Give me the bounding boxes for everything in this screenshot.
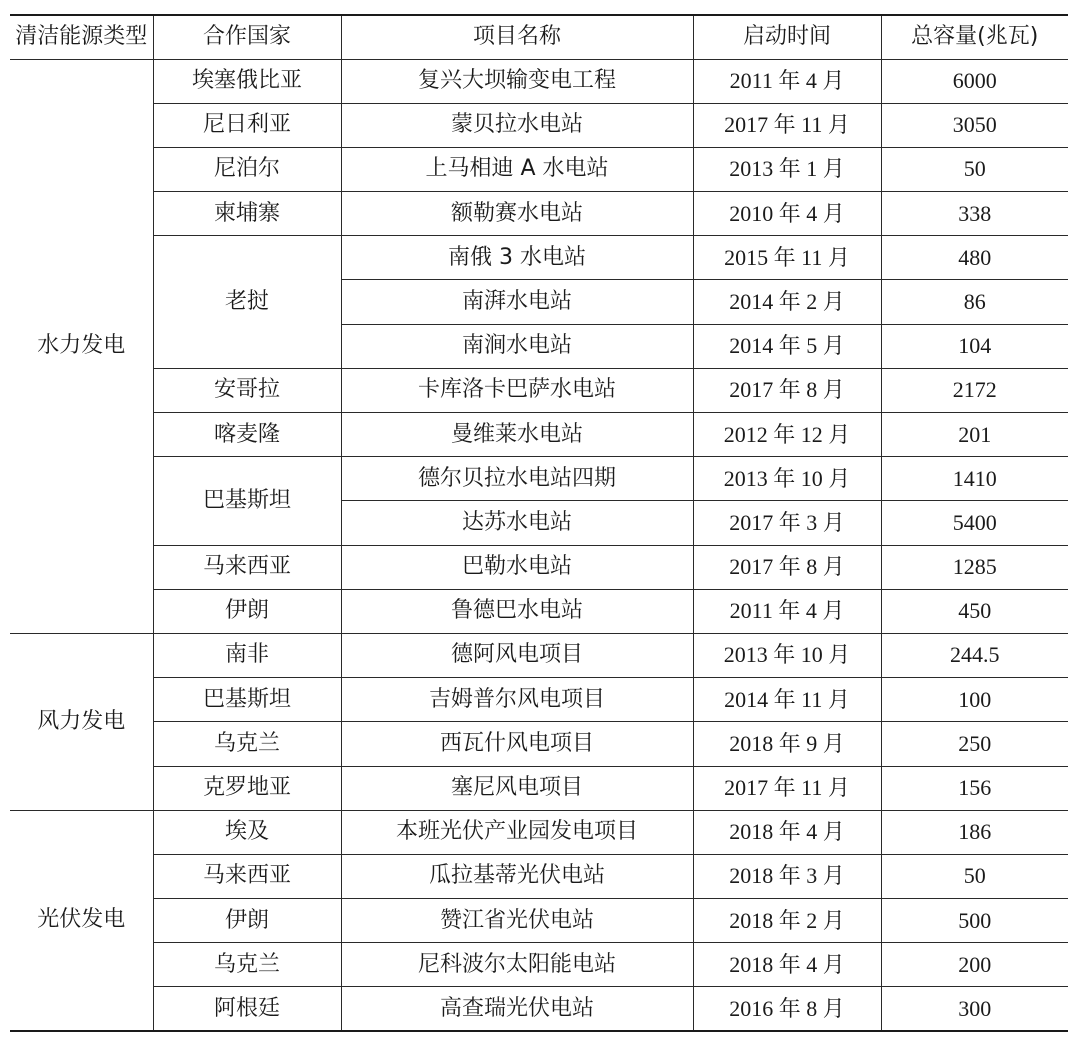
country-cell: 安哥拉 — [153, 368, 341, 412]
capacity-cell: 500 — [881, 899, 1068, 943]
start-date-cell: 2018 年 3 月 — [693, 854, 881, 898]
start-date-cell: 2014 年 2 月 — [693, 280, 881, 324]
project-name-cell: 南涧水电站 — [341, 324, 693, 368]
capacity-cell: 480 — [881, 236, 1068, 280]
capacity-cell: 104 — [881, 324, 1068, 368]
start-date-cell: 2013 年 10 月 — [693, 633, 881, 677]
table-row — [10, 678, 1068, 722]
energy-type-cell: 水力发电 — [10, 59, 153, 633]
start-date-cell: 2010 年 4 月 — [693, 192, 881, 236]
header-energy-type: 清洁能源类型 — [10, 15, 153, 59]
table-row — [10, 59, 1068, 103]
country-cell: 喀麦隆 — [153, 413, 341, 457]
table-row — [10, 633, 1068, 677]
capacity-cell: 300 — [881, 987, 1068, 1031]
table-row — [10, 987, 1068, 1031]
country-cell: 伊朗 — [153, 899, 341, 943]
country-cell: 乌克兰 — [153, 943, 341, 987]
capacity-cell: 86 — [881, 280, 1068, 324]
start-date-cell: 2017 年 3 月 — [693, 501, 881, 545]
project-name-cell: 高查瑞光伏电站 — [341, 987, 693, 1031]
capacity-cell: 100 — [881, 678, 1068, 722]
project-name-cell: 南俄 3 水电站 — [341, 236, 693, 280]
country-cell: 克罗地亚 — [153, 766, 341, 810]
project-name-cell: 尼科波尔太阳能电站 — [341, 943, 693, 987]
table-row — [10, 810, 1068, 854]
project-name-cell: 曼维莱水电站 — [341, 413, 693, 457]
country-cell: 埃及 — [153, 810, 341, 854]
capacity-cell: 3050 — [881, 103, 1068, 147]
country-cell: 乌克兰 — [153, 722, 341, 766]
start-date-cell: 2014 年 11 月 — [693, 678, 881, 722]
table-row — [10, 147, 1068, 191]
header-partner-country: 合作国家 — [153, 15, 341, 59]
start-date-cell: 2011 年 4 月 — [693, 59, 881, 103]
project-name-cell: 巴勒水电站 — [341, 545, 693, 589]
start-date-cell: 2018 年 9 月 — [693, 722, 881, 766]
project-name-cell: 吉姆普尔风电项目 — [341, 678, 693, 722]
project-name-cell: 西瓦什风电项目 — [341, 722, 693, 766]
header-start-date: 启动时间 — [693, 15, 881, 59]
project-name-cell: 塞尼风电项目 — [341, 766, 693, 810]
table-row — [10, 589, 1068, 633]
table-row — [10, 103, 1068, 147]
energy-type-cell: 光伏发电 — [10, 810, 153, 1031]
country-cell: 南非 — [153, 633, 341, 677]
capacity-cell: 200 — [881, 943, 1068, 987]
country-cell: 伊朗 — [153, 589, 341, 633]
capacity-cell: 450 — [881, 589, 1068, 633]
project-name-cell: 南湃水电站 — [341, 280, 693, 324]
capacity-cell: 1410 — [881, 457, 1068, 501]
capacity-cell: 250 — [881, 722, 1068, 766]
start-date-cell: 2018 年 2 月 — [693, 899, 881, 943]
header-project-name: 项目名称 — [341, 15, 693, 59]
table-row — [10, 545, 1068, 589]
country-cell: 埃塞俄比亚 — [153, 59, 341, 103]
project-name-cell: 达苏水电站 — [341, 501, 693, 545]
country-cell: 老挝 — [153, 236, 341, 369]
header-total-capacity: 总容量(兆瓦) — [881, 15, 1068, 59]
capacity-cell: 186 — [881, 810, 1068, 854]
table-row — [10, 192, 1068, 236]
capacity-cell: 201 — [881, 413, 1068, 457]
project-name-cell: 德阿风电项目 — [341, 633, 693, 677]
start-date-cell: 2013 年 1 月 — [693, 147, 881, 191]
project-name-cell: 上马相迪 A 水电站 — [341, 147, 693, 191]
table-row — [10, 413, 1068, 457]
project-name-cell: 本班光伏产业园发电项目 — [341, 810, 693, 854]
capacity-cell: 2172 — [881, 368, 1068, 412]
start-date-cell: 2012 年 12 月 — [693, 413, 881, 457]
country-cell: 尼泊尔 — [153, 147, 341, 191]
project-name-cell: 德尔贝拉水电站四期 — [341, 457, 693, 501]
start-date-cell: 2017 年 11 月 — [693, 103, 881, 147]
table-row — [10, 368, 1068, 412]
start-date-cell: 2016 年 8 月 — [693, 987, 881, 1031]
country-cell: 马来西亚 — [153, 545, 341, 589]
country-cell: 马来西亚 — [153, 854, 341, 898]
project-name-cell: 赞江省光伏电站 — [341, 899, 693, 943]
table-row — [10, 854, 1068, 898]
clean-energy-projects-table — [10, 14, 1068, 1032]
table-row — [10, 236, 1068, 280]
country-cell: 柬埔寨 — [153, 192, 341, 236]
table-header — [10, 15, 1068, 59]
capacity-cell: 244.5 — [881, 633, 1068, 677]
project-name-cell: 卡库洛卡巴萨水电站 — [341, 368, 693, 412]
table-body — [10, 59, 1068, 1031]
capacity-cell: 50 — [881, 147, 1068, 191]
table-row — [10, 722, 1068, 766]
start-date-cell: 2014 年 5 月 — [693, 324, 881, 368]
project-name-cell: 鲁德巴水电站 — [341, 589, 693, 633]
project-name-cell: 蒙贝拉水电站 — [341, 103, 693, 147]
energy-type-cell: 风力发电 — [10, 633, 153, 810]
project-name-cell: 复兴大坝输变电工程 — [341, 59, 693, 103]
project-name-cell: 瓜拉基蒂光伏电站 — [341, 854, 693, 898]
start-date-cell: 2017 年 11 月 — [693, 766, 881, 810]
header-row — [10, 15, 1068, 59]
capacity-cell: 6000 — [881, 59, 1068, 103]
start-date-cell: 2011 年 4 月 — [693, 589, 881, 633]
capacity-cell: 5400 — [881, 501, 1068, 545]
capacity-cell: 156 — [881, 766, 1068, 810]
table-row — [10, 943, 1068, 987]
table-row — [10, 899, 1068, 943]
start-date-cell: 2018 年 4 月 — [693, 810, 881, 854]
country-cell: 巴基斯坦 — [153, 678, 341, 722]
start-date-cell: 2013 年 10 月 — [693, 457, 881, 501]
start-date-cell: 2017 年 8 月 — [693, 545, 881, 589]
country-cell: 阿根廷 — [153, 987, 341, 1031]
country-cell: 尼日利亚 — [153, 103, 341, 147]
table-row — [10, 457, 1068, 501]
start-date-cell: 2018 年 4 月 — [693, 943, 881, 987]
clean-energy-projects-table-container — [10, 14, 1068, 1032]
country-cell: 巴基斯坦 — [153, 457, 341, 545]
capacity-cell: 1285 — [881, 545, 1068, 589]
start-date-cell: 2015 年 11 月 — [693, 236, 881, 280]
table-row — [10, 766, 1068, 810]
capacity-cell: 338 — [881, 192, 1068, 236]
project-name-cell: 额勒赛水电站 — [341, 192, 693, 236]
capacity-cell: 50 — [881, 854, 1068, 898]
start-date-cell: 2017 年 8 月 — [693, 368, 881, 412]
